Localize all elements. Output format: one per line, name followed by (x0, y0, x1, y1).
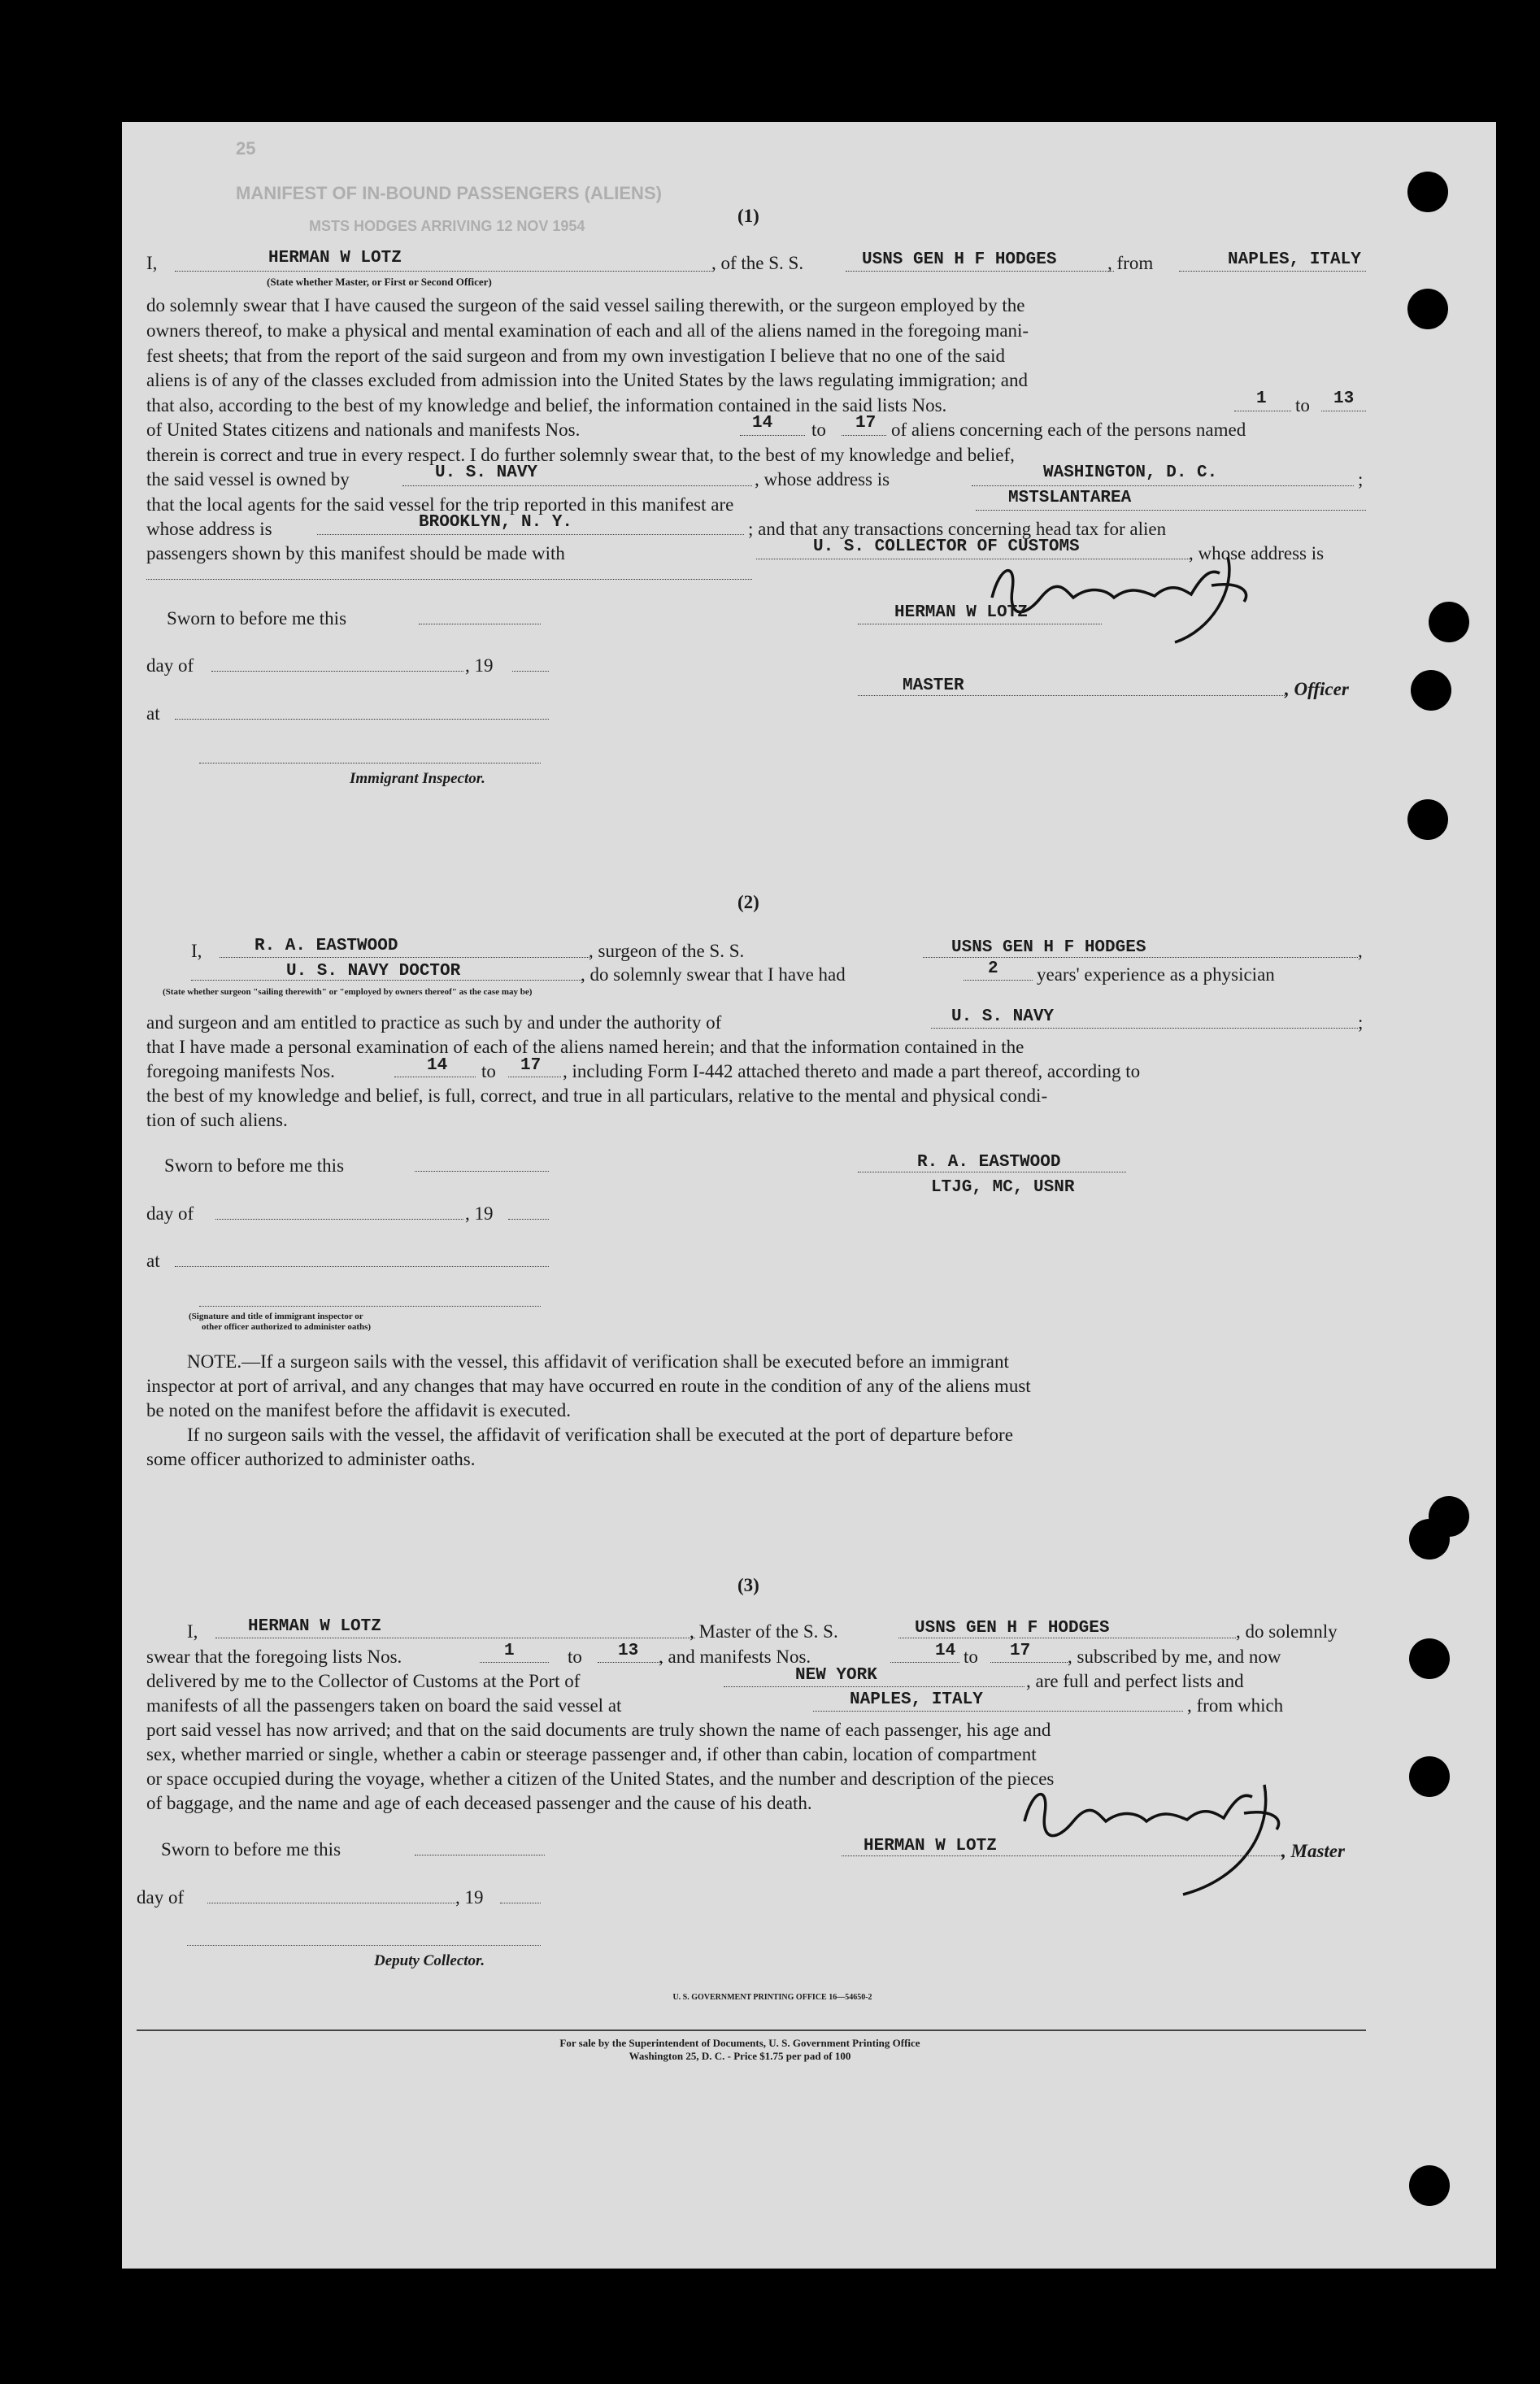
s3-to-1: to (568, 1647, 582, 1667)
s2-line-b1: foregoing manifests Nos. (146, 1061, 335, 1081)
s1-whose-addr: , whose address is (1189, 543, 1325, 563)
section-3-number: (3) (737, 1575, 759, 1595)
s3-master-of: , Master of the S. S. (690, 1621, 838, 1642)
s1-officer-label: , Officer (1285, 679, 1349, 699)
s3-line-e: port said vessel has now arrived; and that on the said documents are truly shown the name of each passenger, his age and (146, 1720, 1051, 1740)
punch-hole-4 (1411, 670, 1451, 711)
faint-header-line-2: MSTS HODGES ARRIVING 12 NOV 1954 (309, 218, 585, 234)
s2-note-1: NOTE.—If a surgeon sails with the vessel, this affidavit of verification shall be executed before an immigrant (187, 1351, 1009, 1372)
s2-sworn: Sworn to before me this (164, 1155, 345, 1176)
s1-to-1: to (1295, 395, 1310, 415)
s3-lists-to: 13 (618, 1642, 639, 1660)
s2-line-c: the best of my knowledge and belief, is full, correct, and true in all particulars, relative to the mental and physical condi- (146, 1085, 1048, 1106)
punch-hole-9 (1409, 1756, 1450, 1797)
s2-note-5: some officer authorized to administer oaths. (146, 1449, 476, 1469)
punch-hole-2 (1407, 289, 1448, 329)
sale-note-1: For sale by the Superintendent of Documents, U. S. Government Printing Office (559, 2037, 920, 2049)
s3-mf-to: 17 (1010, 1642, 1031, 1660)
s1-master-name: HERMAN W LOTZ (268, 249, 402, 268)
s2-day-of: day of (146, 1203, 194, 1224)
s1-line-3: fest sheets; that from the report of the said surgeon and from my own investigation I believe that no one of the said (146, 346, 1006, 366)
s3-i: I, (187, 1621, 198, 1642)
punch-hole-8 (1409, 1638, 1450, 1679)
faint-header-line-1: MANIFEST OF IN-BOUND PASSENGERS (ALIENS) (236, 183, 662, 203)
s2-semicolon: ; (1358, 1012, 1364, 1033)
s2-mf-to: 17 (520, 1056, 542, 1075)
s3-deputy-label: Deputy Collector. (374, 1952, 485, 1969)
punch-hole-10 (1409, 2165, 1450, 2206)
s1-vessel: USNS GEN H F HODGES (862, 250, 1057, 269)
s3-full-lists: , are full and perfect lists and (1026, 1671, 1244, 1691)
s3-lists-from: 1 (504, 1642, 515, 1660)
punch-hole-7 (1409, 1519, 1450, 1560)
s3-year: , 19 (455, 1887, 484, 1908)
s2-note-3: be noted on the manifest before the affidavit is executed. (146, 1400, 571, 1420)
s1-agents-addr: BROOKLYN, N. Y. (419, 513, 573, 532)
footer-rule (137, 2029, 1366, 2031)
s1-year: , 19 (465, 655, 494, 676)
s1-collector: U. S. COLLECTOR OF CUSTOMS (813, 537, 1080, 556)
s3-master-signature (1000, 1773, 1309, 1903)
s3-signed-name: HERMAN W LOTZ (864, 1837, 997, 1855)
s3-line-h: of baggage, and the name and age of each deceased passenger and the cause of his death. (146, 1793, 812, 1813)
s1-to-2: to (811, 420, 826, 440)
s1-head-tax: ; and that any transactions concerning head tax for alien (748, 519, 1167, 539)
s1-line-8: the said vessel is owned by (146, 469, 350, 489)
gpo-imprint: U. S. GOVERNMENT PRINTING OFFICE 16—54650-2 (672, 1993, 872, 2002)
section-2-number: (2) (737, 892, 759, 912)
s2-sig-name: R. A. EASTWOOD (917, 1153, 1061, 1172)
s2-line-d: tion of such aliens. (146, 1110, 288, 1130)
s2-sig-note-2: other officer authorized to administer oaths) (202, 1322, 372, 1332)
s2-vessel: USNS GEN H F HODGES (951, 938, 1146, 957)
s1-inspector-label: Immigrant Inspector. (350, 770, 485, 787)
s2-at: at (146, 1251, 160, 1271)
s1-lists-to: 13 (1333, 389, 1355, 408)
s3-mf-from: 14 (935, 1642, 956, 1660)
s2-year: , 19 (465, 1203, 494, 1224)
s3-master-label: , Master (1281, 1841, 1345, 1861)
s2-state-note: (State whether surgeon "sailing therewith" or "employed by owners thereof" as the case may be) (163, 987, 533, 997)
s2-swear-text: , do solemnly swear that I have had (581, 964, 846, 985)
s3-port: NEW YORK (795, 1666, 877, 1685)
s3-day-of: day of (137, 1887, 185, 1908)
s2-surgeon-of: , surgeon of the S. S. (589, 941, 745, 961)
s3-delivered: delivered by me to the Collector of Customs at the Port of (146, 1671, 581, 1691)
s2-sig-rank: LTJG, MC, USNR (931, 1178, 1075, 1197)
s1-owner-addr: WASHINGTON, D. C. (1043, 463, 1218, 482)
s2-note-2: inspector at port of arrival, and any changes that may have occurred en route in the condition of any of the aliens must (146, 1376, 1031, 1396)
s1-agents: MSTSLANTAREA (1008, 489, 1132, 507)
s1-line-6: of United States citizens and nationals and manifests Nos. (146, 420, 581, 440)
punch-hole-1 (1407, 172, 1448, 212)
s1-owner-addr-label: , whose address is (755, 469, 890, 489)
s1-i: I, (146, 253, 158, 273)
s3-and-manifests: , and manifests Nos. (659, 1647, 811, 1667)
s3-sworn: Sworn to before me this (161, 1839, 341, 1860)
s1-day-of: day of (146, 655, 194, 676)
s2-mf-from: 14 (427, 1056, 448, 1075)
s1-line-2: owners thereof, to make a physical and mental examination of each and all of the aliens named in the foregoing mani- (146, 320, 1029, 341)
s1-owner: U. S. NAVY (435, 463, 538, 482)
s3-manifests-all: manifests of all the passengers taken on board the said vessel at (146, 1695, 622, 1716)
s3-origin: NAPLES, ITALY (850, 1690, 983, 1709)
s1-line-9: that the local agents for the said vessel for the trip reported in this manifest are (146, 494, 734, 515)
s2-surgeon-name: R. A. EASTWOOD (254, 937, 398, 955)
s1-title: MASTER (903, 676, 964, 695)
s2-note-4: If no surgeon sails with the vessel, the affidavit of verification shall be executed at the port of departure before (187, 1425, 1013, 1445)
s1-manifests-to: 17 (855, 414, 877, 433)
s1-line-7: therein is correct and true in every respect. I do further solemnly swear that, to the best of my knowledge and belief, (146, 445, 1015, 465)
s2-to: to (481, 1061, 496, 1081)
s2-i: I, (191, 941, 202, 961)
s1-manifests-from: 14 (752, 414, 773, 433)
s2-comma: , (1358, 941, 1363, 961)
s1-sworn: Sworn to before me this (167, 608, 347, 629)
s2-years: 2 (988, 959, 998, 978)
s2-years-text: years' experience as a physician (1037, 964, 1275, 985)
s1-line-5: that also, according to the best of my knowledge and belief, the information contained in the said lists Nos. (146, 395, 947, 415)
punch-hole-5 (1407, 799, 1448, 840)
manifest-page (122, 122, 1496, 2269)
s3-do-swear: , do solemnly (1236, 1621, 1338, 1642)
faint-page-number: 25 (236, 138, 256, 159)
s3-from-which: , from which (1187, 1695, 1284, 1716)
s2-authority: U. S. NAVY (951, 1007, 1055, 1026)
s1-lists-from: 1 (1256, 389, 1267, 408)
s1-line-1: do solemnly swear that I have caused the surgeon of the said vessel sailing therewith, or the surgeon employed by the (146, 295, 1025, 315)
s3-line-g: or space occupied during the voyage, whether a citizen of the United States, and the number and description of the pieces (146, 1768, 1055, 1789)
s1-line-11: passengers shown by this manifest should be made with (146, 543, 565, 563)
s1-from-port: NAPLES, ITALY (1228, 250, 1361, 269)
s3-master-name: HERMAN W LOTZ (248, 1617, 381, 1636)
s3-line-f: sex, whether married or single, whether a cabin or steerage passenger and, if other than cabin, location of compartment (146, 1744, 1037, 1764)
s1-aliens-tail: of aliens concerning each of the persons named (891, 420, 1246, 440)
s1-line-4: aliens is of any of the classes excluded from admission into the United States by the laws regulating immigration; and (146, 370, 1028, 390)
section-1-number: (1) (737, 206, 759, 226)
s3-to-2: to (964, 1647, 978, 1667)
s2-line-b2: , including Form I-442 attached thereto and made a part thereof, according to (563, 1061, 1141, 1081)
s1-from-label: , from (1107, 253, 1154, 273)
s1-semicolon-1: ; (1358, 469, 1364, 489)
s1-at: at (146, 703, 160, 724)
s1-line-10: whose address is (146, 519, 272, 539)
s2-sig-note-1: (Signature and title of immigrant inspector or (189, 1312, 363, 1321)
s2-role: U. S. NAVY DOCTOR (286, 962, 461, 981)
s3-vessel: USNS GEN H F HODGES (915, 1619, 1110, 1638)
s2-authority-text: and surgeon and am entitled to practice as such by and under the authority of (146, 1012, 722, 1033)
s3-swear-lists: swear that the foregoing lists Nos. (146, 1647, 402, 1667)
s1-master-signature (968, 541, 1277, 646)
s3-subscribed: , subscribed by me, and now (1068, 1647, 1281, 1667)
s1-state-note: (State whether Master, or First or Second Officer) (267, 276, 492, 288)
punch-hole-3 (1429, 602, 1469, 642)
s1-of-ss: , of the S. S. (711, 253, 804, 273)
s2-line-a: that I have made a personal examination of each of the aliens named herein; and that the information contained in the (146, 1037, 1024, 1057)
s1-signed-name: HERMAN W LOTZ (894, 603, 1028, 622)
sale-note-2: Washington 25, D. C. - Price $1.75 per pad of 100 (629, 2050, 851, 2062)
